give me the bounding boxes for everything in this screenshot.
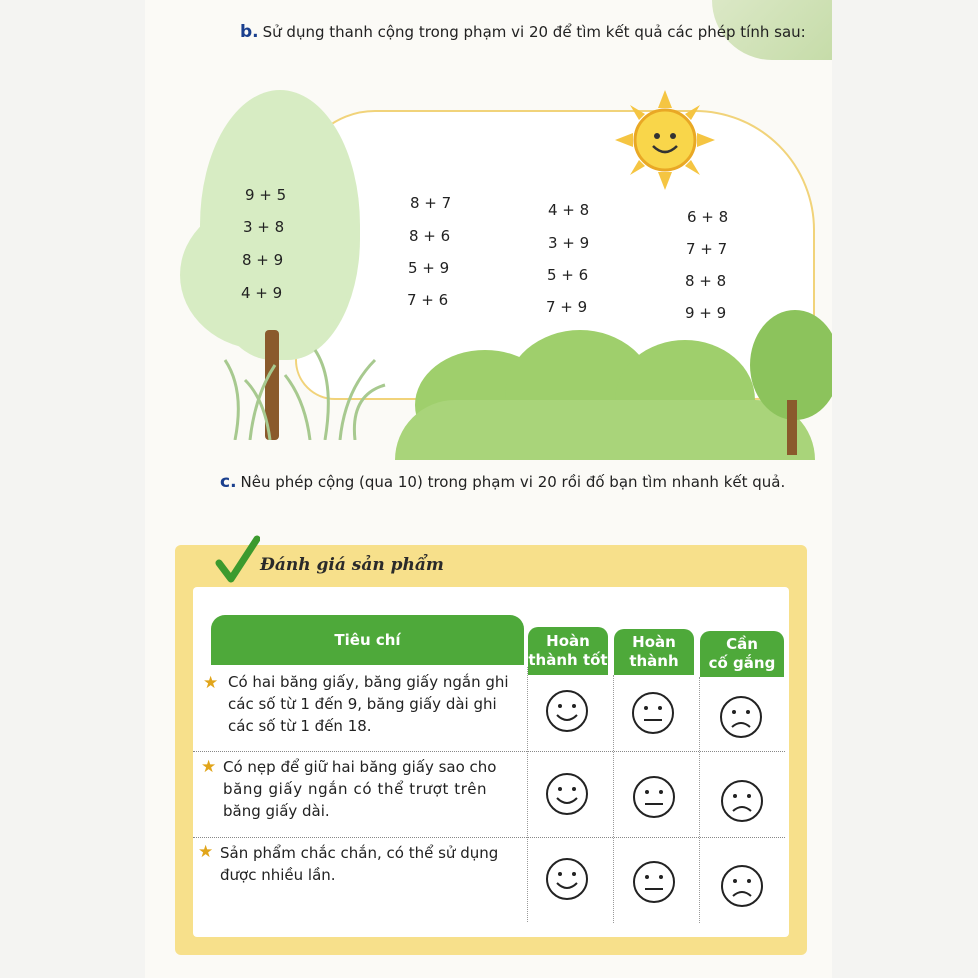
sad-face-icon (719, 695, 763, 739)
star-icon: ★ (203, 673, 219, 693)
exercise-item: 5 + 9 (408, 259, 450, 277)
exercise-item: 8 + 9 (242, 251, 284, 269)
header-improve-line1: Cần (726, 635, 758, 654)
exercise-item: 4 + 8 (548, 201, 590, 219)
row-divider (193, 837, 785, 838)
column-divider (613, 675, 614, 923)
section-b-instruction (240, 22, 806, 42)
header-complete-line2: thành (629, 652, 679, 670)
sad-face-icon (720, 864, 764, 908)
exercise-item: 8 + 6 (409, 227, 451, 245)
neutral-face-icon (632, 860, 676, 904)
background-right (832, 0, 978, 978)
grass-icon (215, 340, 395, 440)
header-complete-line1: Hoàn (632, 633, 676, 652)
exercise-item: 7 + 9 (546, 298, 588, 316)
section-c-text: Nêu phép cộng (qua 10) trong phạm vi 20 rồi đố bạn tìm nhanh kết quả. (240, 473, 786, 491)
criterion-line: Có nẹp để giữ hai băng giấy sao cho (223, 758, 497, 776)
section-b-text: Sử dụng thanh cộng trong phạm vi 20 để tìm kết quả các phép tính sau: (262, 23, 806, 41)
header-improve-line2: cố gắng (708, 654, 776, 672)
star-icon: ★ (198, 842, 214, 862)
section-b-letter: b. (240, 22, 259, 42)
exercise-item: 8 + 7 (410, 194, 452, 212)
evaluation-table (193, 587, 789, 937)
background-left (0, 0, 145, 978)
exercise-item: 4 + 9 (241, 284, 283, 302)
criterion-line: băng giấy ngắn có thể trượt trên (223, 779, 488, 798)
header-complete (614, 629, 694, 675)
star-icon: ★ (201, 757, 217, 777)
section-c-letter: c. (220, 472, 237, 492)
exercise-item: 6 + 8 (687, 208, 729, 226)
ground (395, 400, 815, 460)
exercise-item: 7 + 6 (407, 291, 449, 309)
checkmark-icon (215, 535, 260, 585)
exercise-item: 7 + 7 (686, 240, 728, 258)
exercise-item: 3 + 8 (243, 218, 285, 236)
exercise-item: 5 + 6 (547, 266, 589, 284)
criterion-text (223, 757, 523, 822)
happy-face-icon (545, 689, 589, 733)
criterion-line: Sản phẩm chắc chắn, có thể sử dụng (220, 844, 499, 862)
textbook-page (145, 0, 832, 978)
right-tree-trunk (787, 400, 797, 455)
neutral-face-icon (631, 691, 675, 735)
sun-icon (615, 90, 715, 190)
neutral-face-icon (632, 775, 676, 819)
evaluation-title: Đánh giá sản phẩm (260, 555, 444, 575)
criterion-text (228, 672, 528, 737)
header-excellent (528, 627, 608, 675)
criterion-line: được nhiều lần. (220, 865, 336, 884)
criterion-text (220, 843, 520, 887)
criterion-line: các số từ 1 đến 18. (228, 716, 372, 735)
criterion-line: băng giấy dài. (223, 801, 330, 820)
criterion-line: các số từ 1 đến 9, băng giấy dài ghi (228, 694, 497, 713)
happy-face-icon (545, 857, 589, 901)
happy-face-icon (545, 772, 589, 816)
exercise-scene (175, 80, 832, 460)
exercise-item: 9 + 9 (685, 304, 727, 322)
header-excellent-line2: thành tốt (528, 651, 608, 669)
exercise-item: 8 + 8 (685, 272, 727, 290)
sad-face-icon (720, 779, 764, 823)
evaluation-box (175, 545, 807, 955)
criterion-line: Có hai băng giấy, băng giấy ngắn ghi (228, 673, 509, 691)
column-divider (699, 677, 700, 923)
section-c-instruction (220, 472, 785, 492)
exercise-item: 3 + 9 (548, 234, 590, 252)
header-improve (700, 631, 784, 677)
row-divider (193, 751, 785, 752)
header-criteria: Tiêu chí (211, 615, 524, 665)
header-excellent-line1: Hoàn (546, 632, 590, 651)
exercise-item: 9 + 5 (245, 186, 287, 204)
